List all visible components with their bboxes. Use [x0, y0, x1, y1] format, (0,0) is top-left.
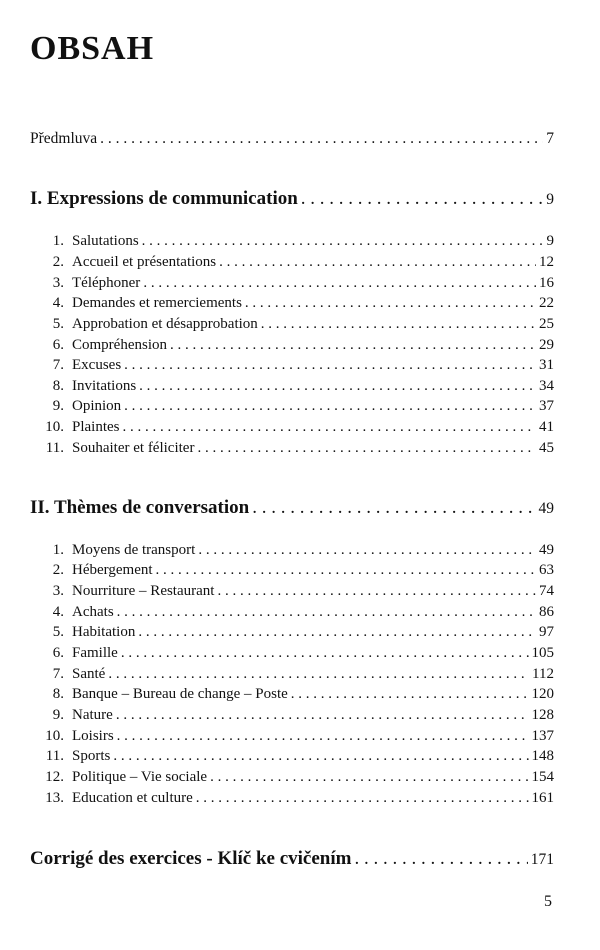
toc-item: [40, 254, 554, 271]
item-number: 1.: [52, 542, 64, 558]
part-title: II. Thèmes de conversation: [30, 497, 250, 518]
toc-item: [40, 316, 554, 333]
leader-dots: [219, 254, 536, 271]
leader-dots: [116, 707, 529, 724]
item-number: 3.: [52, 275, 64, 291]
toc-item: [40, 769, 554, 786]
item-page: 161: [531, 790, 554, 806]
toc-item: [40, 748, 554, 765]
leader-dots: [117, 728, 529, 745]
leader-dots: [124, 398, 536, 415]
item-page: 105: [531, 645, 554, 661]
item-label: Education et culture: [72, 790, 193, 806]
item-page: 148: [531, 748, 554, 764]
item-label: Approbation et désapprobation: [72, 316, 258, 332]
toc-entry-page: 7: [546, 130, 554, 147]
leader-dots: [108, 666, 529, 683]
toc-answers: [30, 848, 554, 870]
item-label: Opinion: [72, 398, 122, 414]
item-label: Plaintes: [72, 419, 120, 435]
item-number: 4.: [52, 295, 64, 311]
toc-item: [40, 583, 554, 600]
item-page: 31: [539, 357, 554, 373]
item-number: 11.: [45, 748, 64, 764]
toc-item: [40, 707, 554, 724]
item-number: 8.: [52, 378, 64, 394]
item-label: Moyens de transport: [72, 542, 196, 558]
item-page: 25: [539, 316, 554, 332]
toc-item: [40, 562, 554, 579]
item-number: 12.: [45, 769, 64, 785]
item-number: 3.: [52, 583, 64, 599]
item-label: Demandes et remerciements: [72, 295, 242, 311]
item-number: 10.: [45, 419, 64, 435]
item-page: 37: [539, 398, 554, 414]
toc-item: [40, 357, 554, 374]
item-page: 45: [539, 440, 554, 456]
item-page: 112: [532, 666, 554, 682]
toc-item: [40, 295, 554, 312]
item-label: Excuses: [72, 357, 122, 373]
item-page: 41: [539, 419, 554, 435]
toc-item: [40, 604, 554, 621]
item-number: 13.: [45, 790, 64, 806]
leader-dots: [354, 848, 527, 870]
item-label: Salutations: [72, 233, 139, 249]
leader-dots: [143, 275, 536, 292]
item-label: Accueil et présentations: [72, 254, 217, 270]
item-page: 86: [539, 604, 554, 620]
item-number: 2.: [52, 254, 64, 270]
item-page: 22: [539, 295, 554, 311]
item-label: Sports: [72, 748, 111, 764]
item-label: Loisirs: [72, 728, 114, 744]
toc-item: [40, 645, 554, 662]
answers-title: Corrigé des exercices - Klíč ke cvičením: [30, 848, 352, 869]
leader-dots: [139, 378, 536, 395]
leader-dots: [197, 440, 536, 457]
item-label: Santé: [72, 666, 106, 682]
leader-dots: [121, 645, 529, 662]
toc-item: [40, 275, 554, 292]
item-label: Banque – Bureau de change – Poste: [72, 686, 288, 702]
leader-dots: [138, 624, 536, 641]
toc-part-1: [30, 188, 554, 210]
part-page: 9: [546, 191, 554, 208]
item-page: 128: [531, 707, 554, 723]
leader-dots: [156, 562, 536, 579]
item-number: 5.: [52, 624, 64, 640]
item-label: Hébergement: [72, 562, 153, 578]
leader-dots: [142, 233, 544, 250]
item-number: 2.: [52, 562, 64, 578]
leader-dots: [252, 497, 535, 519]
item-number: 6.: [52, 645, 64, 661]
page-number: 5: [544, 893, 552, 910]
leader-dots: [124, 357, 536, 374]
toc-item: [40, 337, 554, 354]
item-label: Achats: [72, 604, 114, 620]
toc-item: [40, 666, 554, 683]
page-title: OBSAH: [30, 30, 155, 67]
leader-dots: [301, 188, 543, 210]
toc-item: [40, 398, 554, 415]
item-number: 7.: [52, 357, 64, 373]
leader-dots: [123, 419, 537, 436]
leader-dots: [261, 316, 536, 333]
leader-dots: [113, 748, 528, 765]
leader-dots: [100, 130, 543, 148]
leader-dots: [217, 583, 536, 600]
item-number: 8.: [52, 686, 64, 702]
item-page: 49: [539, 542, 554, 558]
item-label: Invitations: [72, 378, 137, 394]
leader-dots: [291, 686, 529, 703]
toc-item: [40, 686, 554, 703]
toc-item: [40, 728, 554, 745]
item-label: Souhaiter et féliciter: [72, 440, 195, 456]
toc-part-2: [30, 497, 554, 519]
item-number: 7.: [52, 666, 64, 682]
item-page: 34: [539, 378, 554, 394]
item-label: Politique – Vie sociale: [72, 769, 208, 785]
toc-item: [40, 790, 554, 807]
item-label: Nourriture – Restaurant: [72, 583, 215, 599]
toc-item: [40, 624, 554, 641]
item-page: 154: [531, 769, 554, 785]
toc-entry-label: Předmluva: [30, 130, 98, 147]
item-page: 120: [531, 686, 554, 702]
toc-item: [40, 233, 554, 250]
item-number: 4.: [52, 604, 64, 620]
item-number: 10.: [45, 728, 64, 744]
item-number: 1.: [52, 233, 64, 249]
part-title: I. Expressions de communication: [30, 188, 298, 209]
item-number: 11.: [45, 440, 64, 456]
item-page: 9: [546, 233, 554, 249]
item-page: 12: [539, 254, 554, 270]
toc-item: [40, 378, 554, 395]
item-label: Nature: [72, 707, 113, 723]
leader-dots: [196, 790, 529, 807]
item-label: Compréhension: [72, 337, 167, 353]
item-page: 97: [539, 624, 554, 640]
item-page: 137: [531, 728, 554, 744]
leader-dots: [245, 295, 536, 312]
item-page: 63: [539, 562, 554, 578]
toc-entry-preface: [30, 130, 554, 148]
answers-page: 171: [530, 851, 554, 868]
item-number: 6.: [52, 337, 64, 353]
toc-item: [40, 440, 554, 457]
item-number: 9.: [52, 707, 64, 723]
item-label: Téléphoner: [72, 275, 141, 291]
item-number: 9.: [52, 398, 64, 414]
item-page: 74: [539, 583, 554, 599]
item-number: 5.: [52, 316, 64, 332]
leader-dots: [198, 542, 536, 559]
leader-dots: [210, 769, 528, 786]
leader-dots: [117, 604, 536, 621]
item-page: 16: [539, 275, 554, 291]
item-label: Habitation: [72, 624, 136, 640]
item-label: Famille: [72, 645, 118, 661]
part-page: 49: [538, 500, 554, 517]
leader-dots: [170, 337, 536, 354]
item-page: 29: [539, 337, 554, 353]
toc-item: [40, 419, 554, 436]
toc-item: [40, 542, 554, 559]
